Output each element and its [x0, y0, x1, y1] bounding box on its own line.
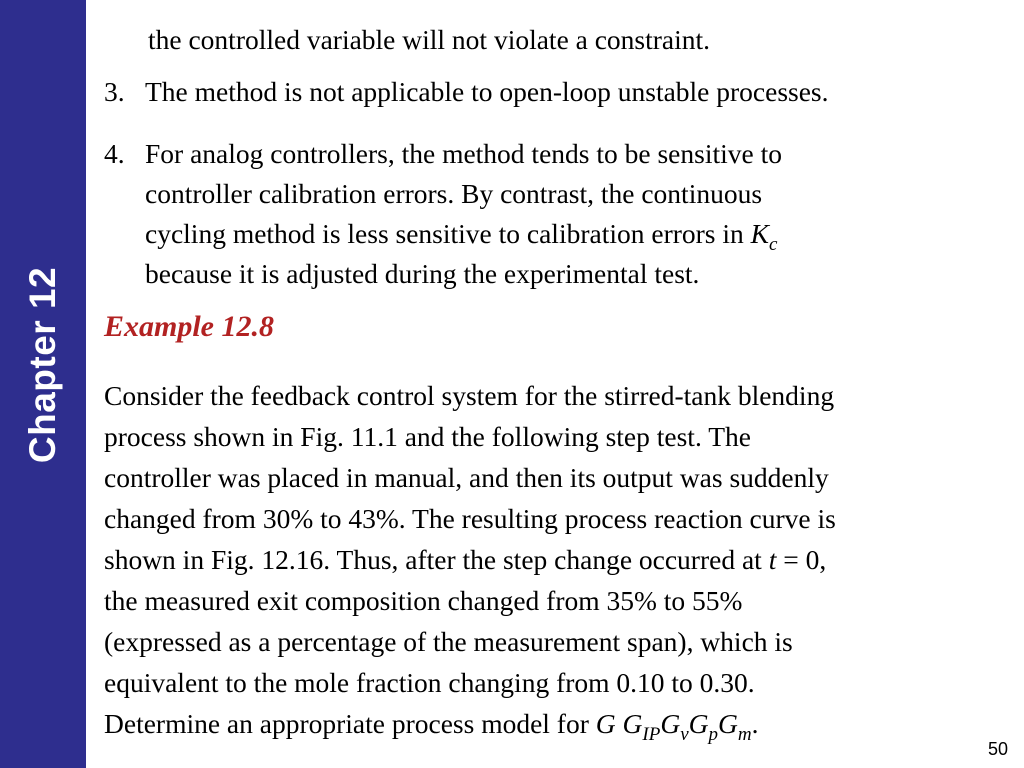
list-item-number: 3. — [104, 76, 125, 107]
list-item-text-with-symbol — [145, 220, 777, 254]
example-line: the measured exit composition changed from 35% to 55% — [104, 585, 743, 616]
example-line: Determine an appropriate process model for — [104, 708, 589, 739]
time-variable: t — [768, 544, 777, 575]
list-item-text: For analog controllers, the method tends to be sensitive to — [145, 138, 782, 169]
list-item-text: because it is adjusted during the experimental test. — [145, 258, 700, 289]
formula-subscript: IP — [642, 724, 661, 745]
gain-subscript: c — [768, 234, 778, 255]
example-line: Consider the feedback control system for the stirred-tank blending — [104, 380, 835, 411]
formula-term: G — [718, 708, 738, 739]
list-item-number: 4. — [104, 138, 125, 169]
formula-lhs: G — [595, 708, 616, 739]
list-item-text: controller calibration errors. By contrast, the continuous — [145, 178, 763, 209]
page-number: 50 — [987, 739, 1008, 759]
formula-subscript: v — [680, 724, 689, 745]
formula-period: . — [751, 708, 759, 739]
example-title: Example 12.8 — [104, 310, 274, 343]
formula-subscript: m — [737, 724, 752, 745]
formula-term: G — [660, 708, 681, 739]
list-continued-line: the controlled variable will not violate a constraint. — [148, 24, 711, 55]
list-item-text: cycling method is less sensitive to calibration errors in — [145, 218, 744, 249]
example-line: changed from 30% to 43%. The resulting process reaction curve is — [104, 503, 836, 534]
example-line-with-time — [104, 546, 826, 574]
formula-subscript: p — [708, 724, 719, 745]
example-line: shown in Fig. 12.16. Thus, after the step change occurred at — [104, 544, 762, 575]
example-line: (expressed as a percentage of the measurement span), which is — [104, 626, 793, 657]
example-line: equivalent to the mole fraction changing from 0.10 to 0.30. — [104, 667, 755, 698]
gain-symbol: K — [750, 218, 769, 249]
list-item-text: The method is not applicable to open-loop unstable processes. — [145, 76, 829, 107]
chapter-label: Chapter 12 — [22, 266, 63, 464]
example-line: process shown in Fig. 11.1 and the following step test. The — [104, 421, 751, 452]
formula-term: G — [622, 708, 643, 739]
example-line: controller was placed in manual, and then its output was suddenly — [104, 462, 829, 493]
example-line-with-formula — [104, 710, 759, 744]
time-value: = 0, — [776, 544, 827, 575]
formula-term: G — [688, 708, 709, 739]
